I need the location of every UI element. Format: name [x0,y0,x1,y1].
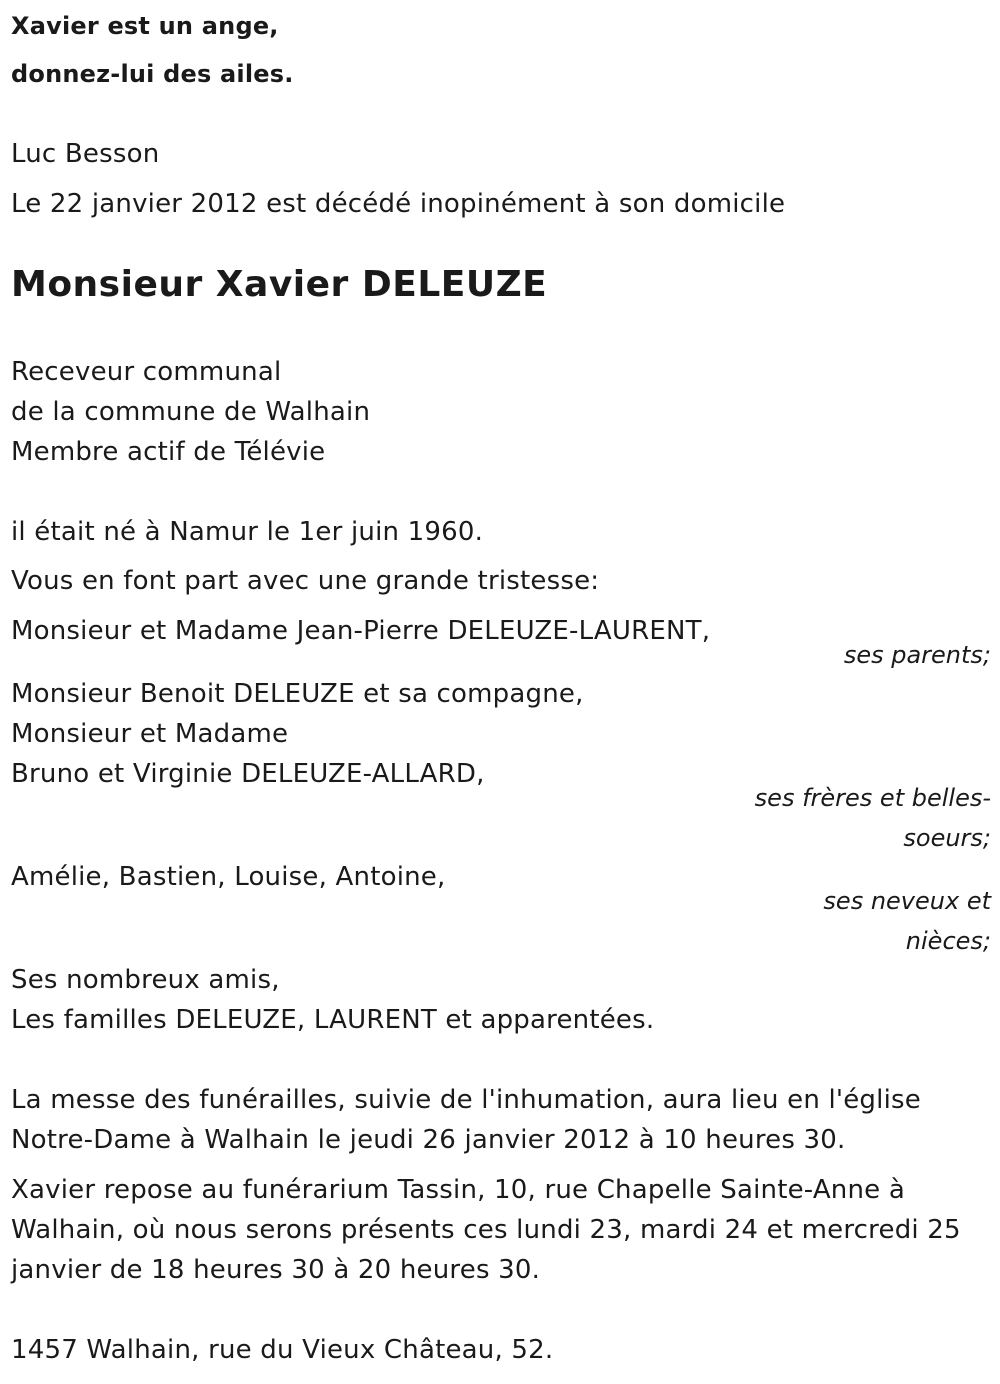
title-line-2: de la commune de Walhain [11,397,371,427]
visitation-line-2: Walhain, où nous serons présents ces lundi 23, mardi 24 et mercredi 25 [11,1215,961,1245]
epigraph-line-1: Xavier est un ange, [11,12,279,40]
parents-relation: ses parents; [843,641,991,669]
deceased-name: Monsieur Xavier DELEUZE [11,264,548,305]
siblings-line-2: Monsieur et Madame [11,719,289,749]
siblings-relation-line-2: soeurs; [903,824,991,852]
siblings-line-1: Monsieur Benoit DELEUZE et sa compagne, [11,679,584,709]
nephews-relation-line-1: ses neveux et [823,887,991,915]
parents-names: Monsieur et Madame Jean-Pierre DELEUZE-LAURENT, [11,616,711,646]
epigraph-author: Luc Besson [11,139,160,169]
title-line-1: Receveur communal [11,357,282,387]
nephews-names: Amélie, Bastien, Louise, Antoine, [11,862,446,892]
families: Les familles DELEUZE, LAURENT et apparentées. [11,1005,655,1035]
friends: Ses nombreux amis, [11,965,280,995]
epigraph-line-2: donnez-lui des ailes. [11,60,294,88]
visitation-line-3: janvier de 18 heures 30 à 20 heures 30. [11,1255,541,1285]
visitation-line-1: Xavier repose au funérarium Tassin, 10, rue Chapelle Sainte-Anne à [11,1175,905,1205]
birth-info: il était né à Namur le 1er juin 1960. [11,517,484,547]
siblings-line-3: Bruno et Virginie DELEUZE-ALLARD, [11,759,485,789]
funeral-line-2: Notre-Dame à Walhain le jeudi 26 janvier 2012 à 10 heures 30. [11,1125,846,1155]
announcement: Le 22 janvier 2012 est décédé inopinément à son domicile [11,189,786,219]
nephews-relation-line-2: nièces; [905,927,991,955]
intro-text: Vous en font part avec une grande tristesse: [11,566,600,596]
title-line-3: Membre actif de Télévie [11,437,326,467]
address: 1457 Walhain, rue du Vieux Château, 52. [11,1335,554,1365]
siblings-relation-line-1: ses frères et belles- [754,784,991,812]
funeral-line-1: La messe des funérailles, suivie de l'inhumation, aura lieu en l'église [11,1085,921,1115]
